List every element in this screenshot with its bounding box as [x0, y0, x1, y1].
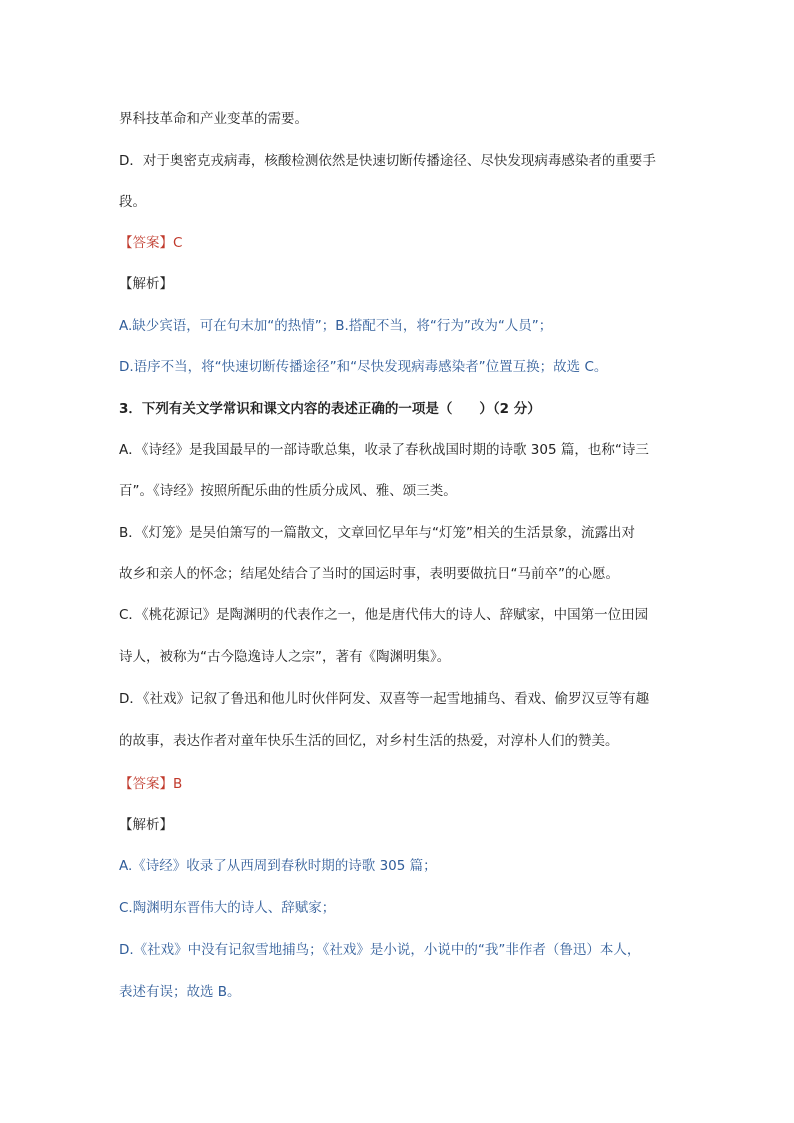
analysis-item: A.缺少宾语，可在句末加“的热情”；B.搭配不当，将“行为”改为“人员”；: [119, 318, 553, 334]
option-line: A．《诗经》是我国最早的一部诗歌总集，收录了春秋战国时期的诗歌 305 篇，也称“诗三: [119, 442, 649, 458]
text-line: 段。: [119, 194, 146, 210]
option-line: 百”。《诗经》按照所配乐曲的性质分成风、雅、颂三类。: [119, 483, 457, 499]
answer-label: 【答案】: [119, 235, 173, 251]
option-line: D．《社戏》记叙了鲁迅和他儿时伙伴阿发、双喜等一起雪地捕鸟、看戏、偷罗汉豆等有趣: [119, 691, 650, 707]
analysis-label: 【解析】: [119, 276, 173, 292]
option-line: 故乡和亲人的怀念；结尾处结合了当时的国运时事，表明要做抗日“马前卒”的心愿。: [119, 566, 619, 582]
analysis-label: 【解析】: [119, 817, 173, 833]
answer-line: [119, 233, 182, 253]
analysis-item: 表述有误；故选 B。: [119, 984, 241, 1000]
answer-line: [119, 774, 182, 794]
text-line: 界科技革命和产业变革的需要。: [119, 111, 308, 127]
option-line: C．《桃花源记》是陶渊明的代表作之一，他是唐代伟大的诗人、辞赋家，中国第一位田园: [119, 607, 649, 623]
analysis-item: D.《社戏》中没有记叙雪地捕鸟；《社戏》是小说，小说中的“我”非作者（鲁迅）本人，: [119, 942, 641, 958]
analysis-item: A.《诗经》收录了从西周到春秋时期的诗歌 305 篇；: [119, 858, 437, 874]
question-stem: 3．下列有关文学常识和课文内容的表述正确的一项是（ ）（2 分）: [119, 401, 541, 417]
answer-label: 【答案】: [119, 776, 173, 792]
analysis-item: C.陶渊明东晋伟大的诗人、辞赋家；: [119, 900, 336, 916]
option-line: B．《灯笼》是吴伯箫写的一篇散文，文章回忆早年与“灯笼”相关的生活景象，流露出对: [119, 525, 635, 541]
option-line: 诗人，被称为“古今隐逸诗人之宗”，著有《陶渊明集》。: [119, 649, 451, 665]
option-d-text: D．对于奥密克戎病毒，核酸检测依然是快速切断传播途径、尽快发现病毒感染者的重要手: [119, 153, 656, 169]
option-line: 的故事，表达作者对童年快乐生活的回忆，对乡村生活的热爱，对淳朴人们的赞美。: [119, 733, 619, 749]
answer-value: C: [173, 235, 183, 251]
analysis-item: D.语序不当，将“快速切断传播途径”和“尽快发现病毒感染者”位置互换；故选 C。: [119, 359, 608, 375]
answer-value: B: [173, 776, 183, 792]
